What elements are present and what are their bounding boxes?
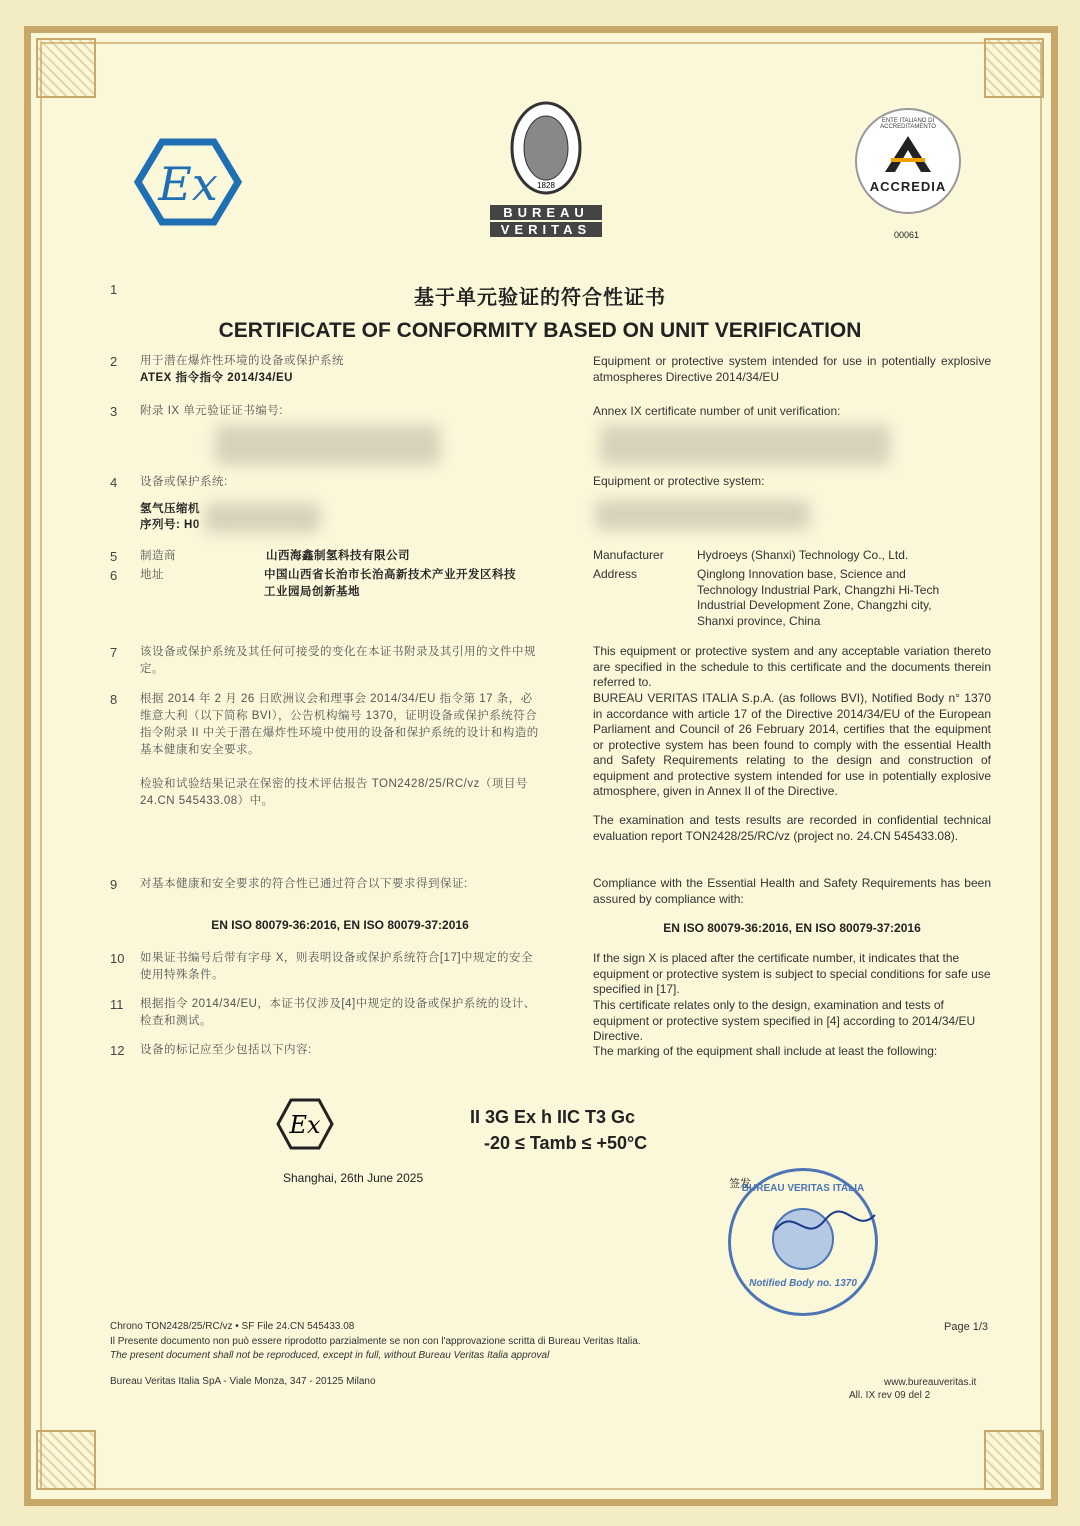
svg-text:Ex: Ex bbox=[289, 1111, 321, 1139]
item-10-en: If the sign X is placed after the certificate number, it indicates that the equipment or protective system is subject to special conditions for safe use specified in [17]. bbox=[593, 951, 991, 996]
item-2-cn: 用于潜在爆炸性环境的设备或保护系统 ATEX 指令指令 2014/34/EU bbox=[140, 355, 344, 384]
bureau-veritas-logo: 1828 BUREAU VERITAS bbox=[490, 100, 602, 237]
redacted-certificate-number bbox=[215, 425, 440, 465]
item-7-cn: 该设备或保护系统及其任何可接受的变化在本证书附录及其引用的文件中规定。 bbox=[140, 646, 536, 675]
item-9-en: Compliance with the Essential Health and Safety Requirements has been assured by compliance with: bbox=[593, 876, 991, 906]
item-2-en: Equipment or protective system intended for use in potentially explosive atmospheres Directive 2014/34/EU bbox=[593, 354, 991, 384]
item-number: 5 bbox=[110, 549, 118, 564]
accreditation-number: 00061 bbox=[894, 230, 920, 240]
svg-text:1828: 1828 bbox=[537, 181, 555, 190]
item-3-en: Annex IX certificate number of unit verification: bbox=[593, 404, 841, 418]
issue-place-date: Shanghai, 26th June 2025 bbox=[283, 1171, 424, 1185]
corner-ornament bbox=[984, 1430, 1044, 1490]
document-revision: All. IX rev 09 del 2 bbox=[849, 1390, 931, 1401]
item-number: 3 bbox=[110, 404, 118, 419]
reproduction-note-it: Il Presente documento non può essere riprodotto parzialmente se non con l'approvazione scritta di Bureau Veritas Italia. bbox=[110, 1336, 641, 1347]
manufacturer-label-cn: 制造商 bbox=[140, 550, 176, 562]
item-number: 10 bbox=[110, 951, 125, 966]
address-label-en: Address bbox=[593, 567, 638, 581]
item-8-cn: 根据 2014 年 2 月 26 日欧洲议会和理事会 2014/34/EU 指令第 17 条，必维意大利（以下简称 BVI），公告机构编号 1370，证明设备或保护系统符合指令附录 II 中关于潜在爆炸性环境中使用的设备和保护系统的设计和构造的基本健康和安全要求。 bbox=[140, 693, 539, 756]
accredia-logo: ENTE ITALIANO DI ACCREDITAMENTO ACCREDIA bbox=[855, 108, 961, 214]
item-8-report-cn: 检验和试验结果记录在保密的技术评估报告 TON2428/25/RC/vz（项目号 24.CN 545433.08）中。 bbox=[140, 778, 528, 807]
redacted-equipment bbox=[205, 503, 320, 533]
item-number: 2 bbox=[110, 354, 118, 369]
ex-logo-icon bbox=[134, 138, 242, 226]
item-number: 6 bbox=[110, 568, 118, 583]
item-number: 12 bbox=[110, 1043, 125, 1058]
website-link[interactable]: www.bureauveritas.it bbox=[884, 1377, 977, 1388]
page-number: Page 1/3 bbox=[944, 1321, 989, 1333]
accredia-a-icon bbox=[883, 134, 933, 174]
item-number: 8 bbox=[110, 692, 118, 707]
redacted-equipment bbox=[595, 500, 810, 530]
corner-ornament bbox=[984, 38, 1044, 98]
corner-ornament bbox=[36, 38, 96, 98]
item-4-cn: 设备或保护系统: bbox=[140, 476, 228, 488]
item-3-cn: 附录 IX 单元验证证书编号: bbox=[140, 405, 283, 417]
reproduction-note-en: The present document shall not be reproduced, except in full, without Bureau Veritas Italia approval bbox=[110, 1350, 550, 1361]
manufacturer-value-cn: 山西海鑫制氢科技有限公司 bbox=[266, 550, 410, 562]
serial-number-cn: 序列号: H0 bbox=[140, 519, 200, 531]
svg-text:Ex: Ex bbox=[158, 157, 218, 211]
item-11-cn: 根据指令 2014/34/EU，本证书仅涉及[4]中规定的设备或保护系统的设计、检查和测试。 bbox=[140, 998, 536, 1027]
address-value-cn: 中国山西省长治市长治高新技术产业开发区科技工业园局创新基地 bbox=[264, 569, 516, 598]
item-4-en: Equipment or protective system: bbox=[593, 474, 765, 488]
address-label-cn: 地址 bbox=[140, 569, 164, 581]
company-address: Bureau Veritas Italia SpA - Viale Monza, 347 - 20125 Milano bbox=[110, 1376, 376, 1387]
item-11-en: This certificate relates only to the design, examination and tests of equipment or protective system specified in [4] according to 2014/34/EU Directive. bbox=[593, 998, 976, 1043]
ex-marking-icon bbox=[276, 1098, 334, 1150]
manufacturer-label-en: Manufacturer bbox=[593, 548, 664, 562]
item-number: 7 bbox=[110, 645, 118, 660]
signature-label: 签发 bbox=[729, 1178, 751, 1190]
item-10-cn: 如果证书编号后带有字母 X，则表明设备或保护系统符合[17]中规定的安全使用特殊条件。 bbox=[140, 952, 534, 981]
standards-en-column: EN ISO 80079-36:2016, EN ISO 80079-37:2016 bbox=[663, 921, 921, 935]
item-number: 9 bbox=[110, 877, 118, 892]
item-8-en: BUREAU VERITAS ITALIA S.p.A. (as follows BVI), Notified Body n° 1370 in accordance with article 17 of the Directive 2014/34/EU of the European Parliament and Council of 26 February 2014, certifies that the equipment or protective system has been found to comply with the essential Health and Safety Requirements relating to the design and construction of equipment and protective system intended for use in potentially explosive atmosphere, given in Annex II of the Directive. bbox=[593, 691, 991, 798]
address-value-en: Qinglong Innovation base, Science and Technology Industrial Park, Changzhi Hi-Tech Industrial Development Zone, Changzhi city, Shanxi province, China bbox=[697, 567, 940, 628]
item-7-en: This equipment or protective system and any acceptable variation thereto are specified in the schedule to this certificate and the documents therein referred to. bbox=[593, 644, 991, 689]
item-12-en: The marking of the equipment shall include at least the following: bbox=[593, 1044, 938, 1058]
redacted-certificate-number bbox=[600, 425, 890, 465]
file-reference: Chrono TON2428/25/RC/vz • SF File 24.CN 545433.08 bbox=[110, 1321, 355, 1332]
manufacturer-value-en: Hydroeys (Shanxi) Technology Co., Ltd. bbox=[697, 548, 909, 562]
notified-body-stamp: BUREAU VERITAS ITALIA Notified Body no. 1370 bbox=[728, 1168, 878, 1316]
ex-marking-code: II 3G Ex h IIC T3 Gc bbox=[470, 1107, 636, 1127]
title-english: CERTIFICATE OF CONFORMITY BASED ON UNIT VERIFICATION bbox=[218, 319, 862, 342]
bv-seal-icon bbox=[508, 100, 584, 196]
item-number: 1 bbox=[110, 282, 118, 297]
item-number: 11 bbox=[110, 997, 124, 1012]
item-9-cn: 对基本健康和安全要求的符合性已通过符合以下要求得到保证: bbox=[140, 878, 468, 890]
item-12-cn: 设备的标记应至少包括以下内容: bbox=[140, 1044, 312, 1056]
item-number: 4 bbox=[110, 475, 118, 490]
equipment-name-cn: 氢气压缩机 bbox=[140, 503, 200, 515]
standards-cn-column: EN ISO 80079-36:2016, EN ISO 80079-37:2016 bbox=[211, 918, 469, 932]
signature bbox=[770, 1200, 880, 1250]
ambient-temperature-range: -20 ≤ Tamb ≤ +50°C bbox=[484, 1133, 648, 1153]
item-8-report-en: The examination and tests results are recorded in confidential technical evaluation report TON2428/25/RC/vz (project no. 24.CN 545433.08). bbox=[593, 813, 991, 843]
corner-ornament bbox=[36, 1430, 96, 1490]
title-chinese: 基于单元验证的符合性证书 bbox=[414, 285, 666, 309]
